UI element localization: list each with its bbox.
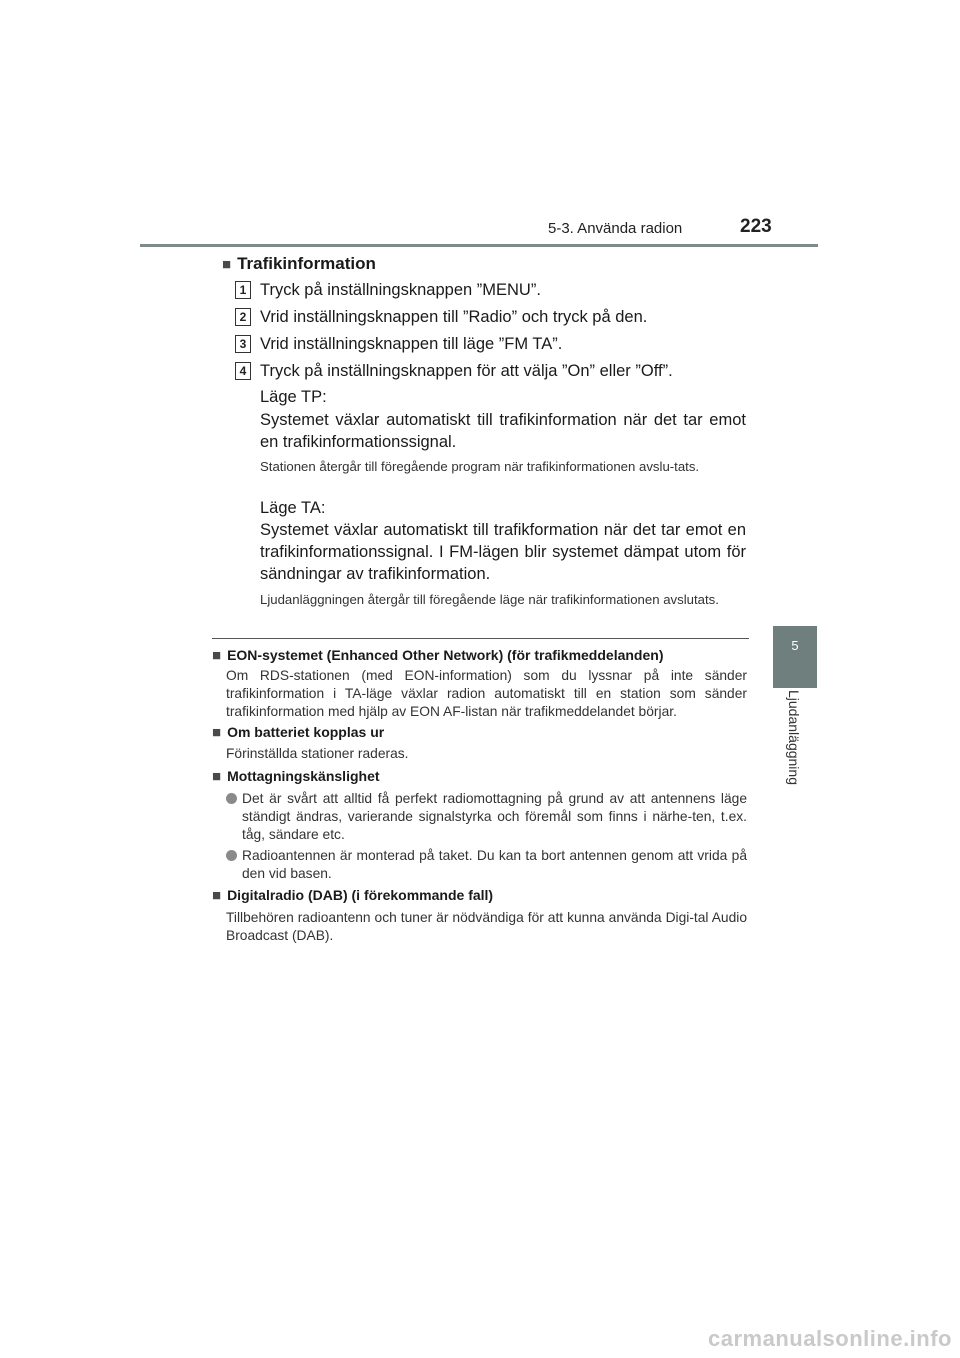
chapter-title-text: Ljudanläggning <box>786 690 802 785</box>
mode-tp-note: Stationen återgår till föregående program när trafikinformationen avslu-tats. <box>260 459 700 474</box>
section-title: 5-3. Använda radion <box>548 220 683 237</box>
round-bullet-icon <box>226 793 237 804</box>
mode-tp-description: Systemet växlar automatiskt till trafikinformation när det tar emot en trafikinformationssignal. <box>260 411 746 451</box>
note-body: Förinställda stationer raderas. <box>226 746 409 761</box>
step-text: Tryck på inställningsknappen ”MENU”. <box>260 281 541 299</box>
mode-ta-title: Läge TA: <box>260 499 326 517</box>
notes-divider <box>212 638 749 639</box>
watermark-logo: carmanualsonline.info <box>708 1326 952 1351</box>
header-divider <box>140 244 818 247</box>
chapter-title <box>780 690 810 800</box>
square-bullet-icon: ■ <box>222 256 232 273</box>
square-bullet-icon: ■ <box>212 647 222 664</box>
note-heading <box>212 647 663 664</box>
step-text: Tryck på inställningsknappen för att välja ”On” eller ”Off”. <box>260 362 673 380</box>
note-body: Om RDS-stationen (med EON-information) som du lyssnar på inte sänder trafikinformation i TA-läge växlar radion automatiskt till en station som sänder trafikinformation med hjälp av EON AF-listan när trafikmeddelandet börjar. <box>226 668 747 719</box>
mode-tp-title: Läge TP: <box>260 388 327 406</box>
section-heading <box>222 254 376 274</box>
step-number-badge: 4 <box>235 362 251 380</box>
note-heading <box>212 768 380 785</box>
step-number-badge: 2 <box>235 308 251 326</box>
step-number-badge: 1 <box>235 281 251 299</box>
note-heading-text: Mottagningskänslighet <box>227 768 380 784</box>
note-heading-text: Om batteriet kopplas ur <box>227 724 385 740</box>
square-bullet-icon: ■ <box>212 724 222 741</box>
note-heading-text: EON-systemet (Enhanced Other Network) (för trafikmeddelanden) <box>227 647 664 663</box>
note-heading-text: Digitalradio (DAB) (i förekommande fall) <box>227 887 494 903</box>
step-text: Vrid inställningsknappen till läge ”FM TA”. <box>260 335 563 353</box>
section-heading-text: Trafikinformation <box>237 254 376 273</box>
mode-ta-description: Systemet växlar automatiskt till trafikformation när det tar emot en trafikinformationssignal. I FM-lägen blir systemet dämpat utom för sändningar av trafikinformation. <box>260 521 746 583</box>
note-heading <box>212 724 384 741</box>
list-item-text: Radioantennen är monterad på taket. Du kan ta bort antennen genom att vrida på den vid basen. <box>242 848 747 881</box>
note-heading <box>212 887 493 904</box>
chapter-tab <box>773 626 817 688</box>
step-number-badge: 3 <box>235 335 251 353</box>
square-bullet-icon: ■ <box>212 768 222 785</box>
chapter-number: 5 <box>791 638 799 653</box>
round-bullet-icon <box>226 850 237 861</box>
note-body: Tillbehören radioantenn och tuner är nödvändiga för att kunna använda Digi-tal Audio Broadcast (DAB). <box>226 910 747 943</box>
mode-ta-note: Ljudanläggningen återgår till föregående läge när trafikinformationen avslutats. <box>260 592 719 607</box>
square-bullet-icon: ■ <box>212 887 222 904</box>
step-text: Vrid inställningsknappen till ”Radio” och tryck på den. <box>260 308 648 326</box>
page-number: 223 <box>740 216 772 237</box>
list-item-text: Det är svårt att alltid få perfekt radiomottagning på grund av att antennens läge ständigt ändras, varierande signalstyrka och föremål som finns i närhe-ten, t.ex. tåg, sändare etc. <box>242 791 747 842</box>
